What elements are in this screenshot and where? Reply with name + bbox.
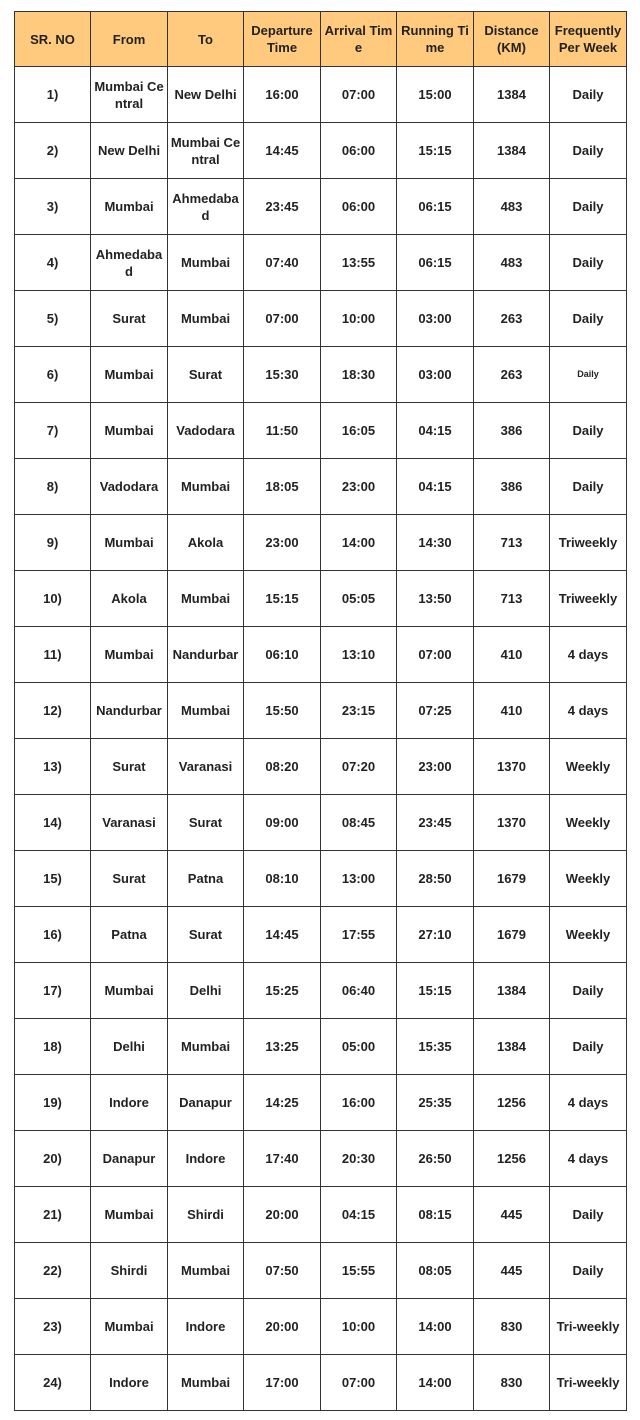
running-time-cell: 04:15 xyxy=(397,403,474,459)
from-cell: Mumbai xyxy=(91,963,168,1019)
table-row xyxy=(15,1299,627,1355)
distance-cell: 713 xyxy=(474,571,550,627)
running-time-cell: 06:15 xyxy=(397,179,474,235)
table-row xyxy=(15,1187,627,1243)
frequency-cell: Daily xyxy=(550,179,627,235)
table-row xyxy=(15,123,627,179)
arrival-cell: 06:00 xyxy=(321,123,397,179)
departure-cell: 06:10 xyxy=(244,627,321,683)
frequency-cell: Triweekly xyxy=(550,515,627,571)
departure-cell: 11:50 xyxy=(244,403,321,459)
to-cell: Nandurbar xyxy=(168,627,244,683)
to-cell: Mumbai xyxy=(168,683,244,739)
distance-cell: 410 xyxy=(474,627,550,683)
sr-no-cell: 11) xyxy=(15,627,91,683)
from-cell: Surat xyxy=(91,739,168,795)
departure-cell: 14:45 xyxy=(244,907,321,963)
arrival-cell: 23:00 xyxy=(321,459,397,515)
sr-no-cell: 8) xyxy=(15,459,91,515)
arrival-cell: 06:00 xyxy=(321,179,397,235)
from-cell: Delhi xyxy=(91,1019,168,1075)
frequency-cell: Daily xyxy=(550,123,627,179)
distance-cell: 483 xyxy=(474,235,550,291)
distance-cell: 1679 xyxy=(474,851,550,907)
table-row xyxy=(15,515,627,571)
distance-cell: 263 xyxy=(474,291,550,347)
from-cell: Patna xyxy=(91,907,168,963)
distance-cell: 1256 xyxy=(474,1075,550,1131)
header-departure-time: Departure Time xyxy=(244,12,321,67)
sr-no-cell: 12) xyxy=(15,683,91,739)
frequency-cell: Daily xyxy=(550,291,627,347)
table-row xyxy=(15,963,627,1019)
distance-cell: 445 xyxy=(474,1243,550,1299)
running-time-cell: 03:00 xyxy=(397,347,474,403)
running-time-cell: 23:00 xyxy=(397,739,474,795)
departure-cell: 18:05 xyxy=(244,459,321,515)
distance-cell: 1256 xyxy=(474,1131,550,1187)
running-time-cell: 15:00 xyxy=(397,67,474,123)
table-header-row xyxy=(15,12,627,67)
arrival-cell: 05:00 xyxy=(321,1019,397,1075)
frequency-cell: Daily xyxy=(550,67,627,123)
header-distance: Distance (KM) xyxy=(474,12,550,67)
sr-no-cell: 18) xyxy=(15,1019,91,1075)
from-cell: Ahmedabad xyxy=(91,235,168,291)
header-to: To xyxy=(168,12,244,67)
arrival-cell: 04:15 xyxy=(321,1187,397,1243)
arrival-cell: 23:15 xyxy=(321,683,397,739)
frequency-cell: Weekly xyxy=(550,795,627,851)
from-cell: Mumbai xyxy=(91,627,168,683)
distance-cell: 1679 xyxy=(474,907,550,963)
table-row xyxy=(15,459,627,515)
arrival-cell: 20:30 xyxy=(321,1131,397,1187)
sr-no-cell: 20) xyxy=(15,1131,91,1187)
table-row xyxy=(15,627,627,683)
to-cell: Mumbai xyxy=(168,571,244,627)
distance-cell: 386 xyxy=(474,459,550,515)
to-cell: Mumbai Central xyxy=(168,123,244,179)
from-cell: Mumbai xyxy=(91,1187,168,1243)
to-cell: Indore xyxy=(168,1131,244,1187)
distance-cell: 1384 xyxy=(474,67,550,123)
frequency-cell: 4 days xyxy=(550,683,627,739)
running-time-cell: 28:50 xyxy=(397,851,474,907)
arrival-cell: 07:00 xyxy=(321,67,397,123)
running-time-cell: 27:10 xyxy=(397,907,474,963)
departure-cell: 23:45 xyxy=(244,179,321,235)
table-row xyxy=(15,291,627,347)
distance-cell: 445 xyxy=(474,1187,550,1243)
to-cell: Surat xyxy=(168,347,244,403)
frequency-cell: Daily xyxy=(550,403,627,459)
arrival-cell: 17:55 xyxy=(321,907,397,963)
frequency-cell: 4 days xyxy=(550,627,627,683)
distance-cell: 1370 xyxy=(474,795,550,851)
running-time-cell: 14:00 xyxy=(397,1355,474,1411)
table-row xyxy=(15,851,627,907)
departure-cell: 14:45 xyxy=(244,123,321,179)
to-cell: Ahmedabad xyxy=(168,179,244,235)
table-row xyxy=(15,403,627,459)
arrival-cell: 16:00 xyxy=(321,1075,397,1131)
departure-cell: 17:00 xyxy=(244,1355,321,1411)
distance-cell: 483 xyxy=(474,179,550,235)
distance-cell: 1384 xyxy=(474,963,550,1019)
departure-cell: 20:00 xyxy=(244,1187,321,1243)
running-time-cell: 06:15 xyxy=(397,235,474,291)
frequency-cell: Daily xyxy=(550,1019,627,1075)
table-row xyxy=(15,571,627,627)
sr-no-cell: 15) xyxy=(15,851,91,907)
distance-cell: 1384 xyxy=(474,1019,550,1075)
train-schedule xyxy=(14,11,627,1411)
running-time-cell: 26:50 xyxy=(397,1131,474,1187)
from-cell: Surat xyxy=(91,851,168,907)
distance-cell: 386 xyxy=(474,403,550,459)
departure-cell: 15:50 xyxy=(244,683,321,739)
table-row xyxy=(15,1243,627,1299)
sr-no-cell: 7) xyxy=(15,403,91,459)
arrival-cell: 13:55 xyxy=(321,235,397,291)
table-row xyxy=(15,739,627,795)
sr-no-cell: 9) xyxy=(15,515,91,571)
sr-no-cell: 19) xyxy=(15,1075,91,1131)
sr-no-cell: 21) xyxy=(15,1187,91,1243)
arrival-cell: 10:00 xyxy=(321,291,397,347)
from-cell: Akola xyxy=(91,571,168,627)
frequency-cell: Weekly xyxy=(550,907,627,963)
frequency-cell: 4 days xyxy=(550,1131,627,1187)
departure-cell: 17:40 xyxy=(244,1131,321,1187)
running-time-cell: 13:50 xyxy=(397,571,474,627)
table-row xyxy=(15,179,627,235)
departure-cell: 14:25 xyxy=(244,1075,321,1131)
to-cell: New Delhi xyxy=(168,67,244,123)
from-cell: Surat xyxy=(91,291,168,347)
departure-cell: 16:00 xyxy=(244,67,321,123)
to-cell: Mumbai xyxy=(168,1243,244,1299)
table-row xyxy=(15,235,627,291)
to-cell: Vadodara xyxy=(168,403,244,459)
from-cell: Danapur xyxy=(91,1131,168,1187)
sr-no-cell: 16) xyxy=(15,907,91,963)
departure-cell: 07:40 xyxy=(244,235,321,291)
departure-cell: 13:25 xyxy=(244,1019,321,1075)
from-cell: New Delhi xyxy=(91,123,168,179)
to-cell: Mumbai xyxy=(168,291,244,347)
arrival-cell: 18:30 xyxy=(321,347,397,403)
to-cell: Shirdi xyxy=(168,1187,244,1243)
arrival-cell: 14:00 xyxy=(321,515,397,571)
frequency-cell: 4 days xyxy=(550,1075,627,1131)
sr-no-cell: 6) xyxy=(15,347,91,403)
from-cell: Mumbai xyxy=(91,403,168,459)
table-row xyxy=(15,67,627,123)
table-row xyxy=(15,1019,627,1075)
arrival-cell: 13:10 xyxy=(321,627,397,683)
frequency-cell: Daily xyxy=(550,459,627,515)
frequency-cell: Daily xyxy=(550,963,627,1019)
to-cell: Indore xyxy=(168,1299,244,1355)
running-time-cell: 15:15 xyxy=(397,963,474,1019)
table-row xyxy=(15,1075,627,1131)
train-schedule-table xyxy=(14,11,627,1411)
sr-no-cell: 13) xyxy=(15,739,91,795)
distance-cell: 410 xyxy=(474,683,550,739)
to-cell: Patna xyxy=(168,851,244,907)
from-cell: Vadodara xyxy=(91,459,168,515)
arrival-cell: 07:20 xyxy=(321,739,397,795)
table-row xyxy=(15,683,627,739)
table-row xyxy=(15,907,627,963)
header-arrival-time: Arrival Time xyxy=(321,12,397,67)
running-time-cell: 15:15 xyxy=(397,123,474,179)
distance-cell: 1384 xyxy=(474,123,550,179)
running-time-cell: 15:35 xyxy=(397,1019,474,1075)
to-cell: Mumbai xyxy=(168,1019,244,1075)
to-cell: Surat xyxy=(168,907,244,963)
sr-no-cell: 3) xyxy=(15,179,91,235)
running-time-cell: 23:45 xyxy=(397,795,474,851)
departure-cell: 23:00 xyxy=(244,515,321,571)
frequency-cell: Daily xyxy=(550,1187,627,1243)
from-cell: Mumbai Central xyxy=(91,67,168,123)
departure-cell: 08:20 xyxy=(244,739,321,795)
frequency-cell: Daily xyxy=(550,1243,627,1299)
frequency-cell: Weekly xyxy=(550,851,627,907)
running-time-cell: 25:35 xyxy=(397,1075,474,1131)
sr-no-cell: 10) xyxy=(15,571,91,627)
to-cell: Danapur xyxy=(168,1075,244,1131)
running-time-cell: 14:00 xyxy=(397,1299,474,1355)
distance-cell: 1370 xyxy=(474,739,550,795)
running-time-cell: 14:30 xyxy=(397,515,474,571)
table-row xyxy=(15,1131,627,1187)
from-cell: Shirdi xyxy=(91,1243,168,1299)
from-cell: Mumbai xyxy=(91,179,168,235)
sr-no-cell: 2) xyxy=(15,123,91,179)
distance-cell: 830 xyxy=(474,1299,550,1355)
from-cell: Nandurbar xyxy=(91,683,168,739)
header-frequency: Frequently Per Week xyxy=(550,12,627,67)
running-time-cell: 07:00 xyxy=(397,627,474,683)
departure-cell: 07:00 xyxy=(244,291,321,347)
arrival-cell: 08:45 xyxy=(321,795,397,851)
from-cell: Mumbai xyxy=(91,347,168,403)
from-cell: Mumbai xyxy=(91,1299,168,1355)
to-cell: Mumbai xyxy=(168,459,244,515)
to-cell: Surat xyxy=(168,795,244,851)
arrival-cell: 06:40 xyxy=(321,963,397,1019)
arrival-cell: 16:05 xyxy=(321,403,397,459)
arrival-cell: 15:55 xyxy=(321,1243,397,1299)
departure-cell: 07:50 xyxy=(244,1243,321,1299)
frequency-cell: Tri-weekly xyxy=(550,1355,627,1411)
departure-cell: 15:15 xyxy=(244,571,321,627)
table-row xyxy=(15,347,627,403)
running-time-cell: 04:15 xyxy=(397,459,474,515)
distance-cell: 830 xyxy=(474,1355,550,1411)
frequency-cell: Daily xyxy=(550,347,627,403)
to-cell: Akola xyxy=(168,515,244,571)
running-time-cell: 08:05 xyxy=(397,1243,474,1299)
from-cell: Indore xyxy=(91,1355,168,1411)
frequency-cell: Weekly xyxy=(550,739,627,795)
frequency-cell: Triweekly xyxy=(550,571,627,627)
sr-no-cell: 5) xyxy=(15,291,91,347)
to-cell: Delhi xyxy=(168,963,244,1019)
distance-cell: 263 xyxy=(474,347,550,403)
departure-cell: 20:00 xyxy=(244,1299,321,1355)
running-time-cell: 08:15 xyxy=(397,1187,474,1243)
sr-no-cell: 22) xyxy=(15,1243,91,1299)
from-cell: Indore xyxy=(91,1075,168,1131)
to-cell: Varanasi xyxy=(168,739,244,795)
from-cell: Mumbai xyxy=(91,515,168,571)
running-time-cell: 03:00 xyxy=(397,291,474,347)
sr-no-cell: 4) xyxy=(15,235,91,291)
sr-no-cell: 24) xyxy=(15,1355,91,1411)
departure-cell: 15:25 xyxy=(244,963,321,1019)
arrival-cell: 13:00 xyxy=(321,851,397,907)
sr-no-cell: 14) xyxy=(15,795,91,851)
departure-cell: 15:30 xyxy=(244,347,321,403)
distance-cell: 713 xyxy=(474,515,550,571)
table-row xyxy=(15,1355,627,1411)
arrival-cell: 07:00 xyxy=(321,1355,397,1411)
from-cell: Varanasi xyxy=(91,795,168,851)
sr-no-cell: 1) xyxy=(15,67,91,123)
sr-no-cell: 23) xyxy=(15,1299,91,1355)
sr-no-cell: 17) xyxy=(15,963,91,1019)
frequency-cell: Tri-weekly xyxy=(550,1299,627,1355)
departure-cell: 09:00 xyxy=(244,795,321,851)
header-from: From xyxy=(91,12,168,67)
arrival-cell: 05:05 xyxy=(321,571,397,627)
header-sr-no: SR. NO xyxy=(15,12,91,67)
to-cell: Mumbai xyxy=(168,235,244,291)
to-cell: Mumbai xyxy=(168,1355,244,1411)
departure-cell: 08:10 xyxy=(244,851,321,907)
arrival-cell: 10:00 xyxy=(321,1299,397,1355)
header-running-time: Running Time xyxy=(397,12,474,67)
table-row xyxy=(15,795,627,851)
frequency-cell: Daily xyxy=(550,235,627,291)
running-time-cell: 07:25 xyxy=(397,683,474,739)
